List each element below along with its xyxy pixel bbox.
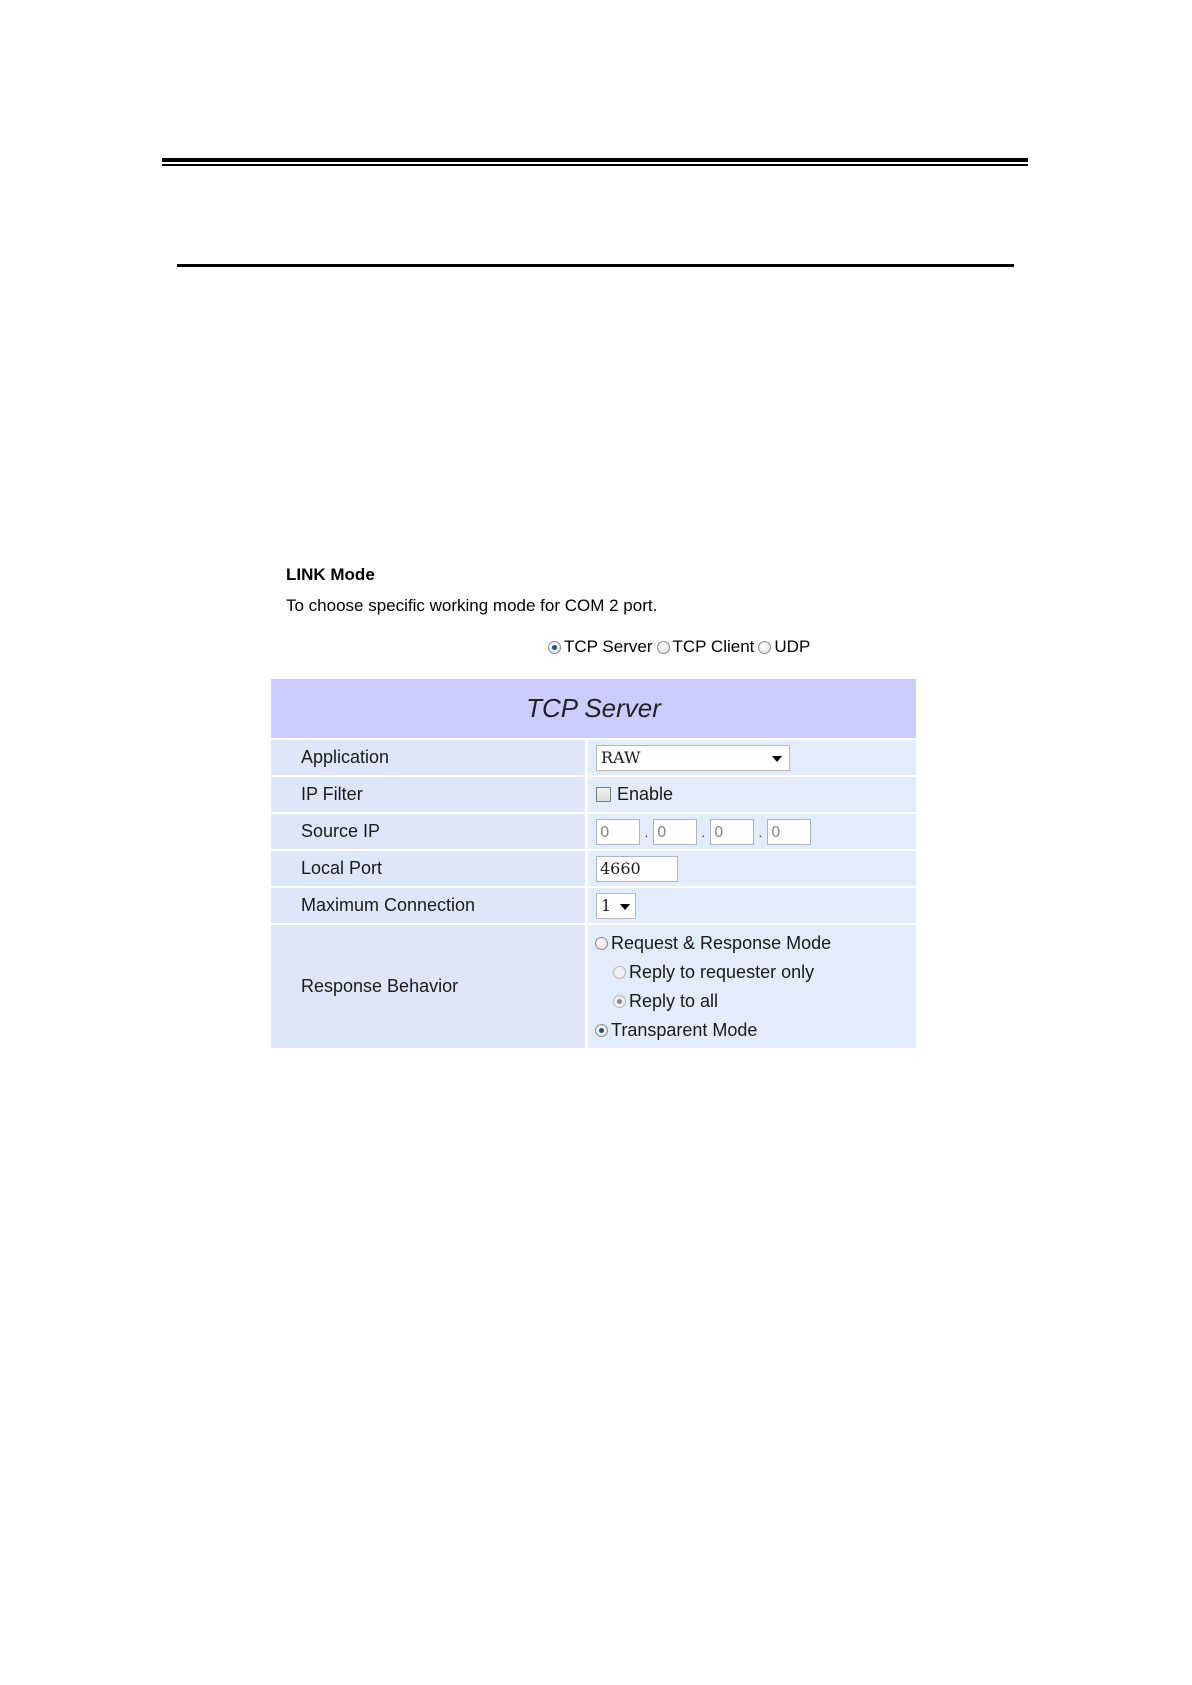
mode-option-tcp-client[interactable]: [657, 637, 755, 657]
source-ip-octet-3[interactable]: 0: [710, 819, 754, 845]
udp-label: UDP: [774, 637, 811, 656]
ip-filter-value-cell: [588, 777, 916, 812]
local-port-value-cell: [588, 851, 916, 886]
chevron-down-icon: [772, 756, 782, 762]
transparent-label: Transparent Mode: [611, 1019, 758, 1040]
source-ip-octet-1[interactable]: 0: [596, 819, 640, 845]
request-response-radio[interactable]: [595, 937, 608, 950]
application-label: Application: [271, 740, 585, 775]
application-value-cell: [588, 740, 916, 775]
ip-separator: .: [758, 823, 763, 840]
link-mode-title: LINK Mode: [286, 565, 375, 584]
link-mode-description: To choose specific working mode for COM 2 port.: [286, 596, 658, 615]
ip-filter-label: IP Filter: [271, 777, 585, 812]
source-ip-value-cell: [588, 814, 916, 849]
max-connection-select-value: 1: [601, 896, 612, 915]
max-connection-select[interactable]: [596, 893, 636, 919]
option-reply-all[interactable]: [595, 987, 831, 1016]
application-select-value: RAW: [601, 748, 641, 767]
tcp-client-label: TCP Client: [672, 637, 755, 656]
ip-filter-enable[interactable]: [596, 784, 673, 805]
local-port-label: Local Port: [271, 851, 585, 886]
reply-all-radio[interactable]: [613, 995, 626, 1008]
row-ip-filter: [271, 777, 916, 812]
row-application: [271, 740, 916, 775]
link-mode-options: [548, 637, 810, 657]
panel-title: TCP Server: [271, 679, 916, 738]
mode-option-tcp-server[interactable]: [548, 637, 653, 657]
reply-requester-label: Reply to requester only: [629, 961, 815, 982]
application-select[interactable]: [596, 745, 790, 771]
tcp-client-radio[interactable]: [657, 641, 670, 654]
response-behavior-label: Response Behavior: [271, 925, 585, 1048]
reply-all-label: Reply to all: [629, 990, 719, 1011]
max-connection-value-cell: [588, 888, 916, 923]
row-local-port: [271, 851, 916, 886]
response-behavior-value-cell: [588, 925, 916, 1048]
option-reply-requester[interactable]: [595, 958, 831, 987]
row-max-connection: [271, 888, 916, 923]
local-port-input[interactable]: 4660: [596, 856, 678, 882]
row-response-behavior: [271, 925, 916, 1048]
ip-filter-enable-label: Enable: [617, 784, 674, 804]
tcp-server-label: TCP Server: [564, 637, 653, 656]
row-source-ip: [271, 814, 916, 849]
option-request-response[interactable]: [595, 929, 831, 958]
option-transparent[interactable]: [595, 1016, 831, 1045]
tcp-server-radio[interactable]: [548, 641, 561, 654]
source-ip-octet-2[interactable]: 0: [653, 819, 697, 845]
udp-radio[interactable]: [758, 641, 771, 654]
mode-option-udp[interactable]: [758, 637, 810, 657]
ip-separator: .: [701, 823, 706, 840]
response-behavior-options: [595, 925, 831, 1048]
tcp-server-panel: [271, 679, 916, 1048]
request-response-label: Request & Response Mode: [611, 932, 832, 953]
ip-filter-checkbox[interactable]: [596, 787, 611, 802]
transparent-radio[interactable]: [595, 1024, 608, 1037]
section-rule: [177, 264, 1014, 267]
max-connection-label: Maximum Connection: [271, 888, 585, 923]
ip-separator: .: [644, 823, 649, 840]
source-ip-octet-4[interactable]: 0: [767, 819, 811, 845]
header-double-rule: [162, 158, 1028, 166]
reply-requester-radio[interactable]: [613, 966, 626, 979]
chevron-down-icon: [620, 904, 630, 910]
source-ip-label: Source IP: [271, 814, 585, 849]
